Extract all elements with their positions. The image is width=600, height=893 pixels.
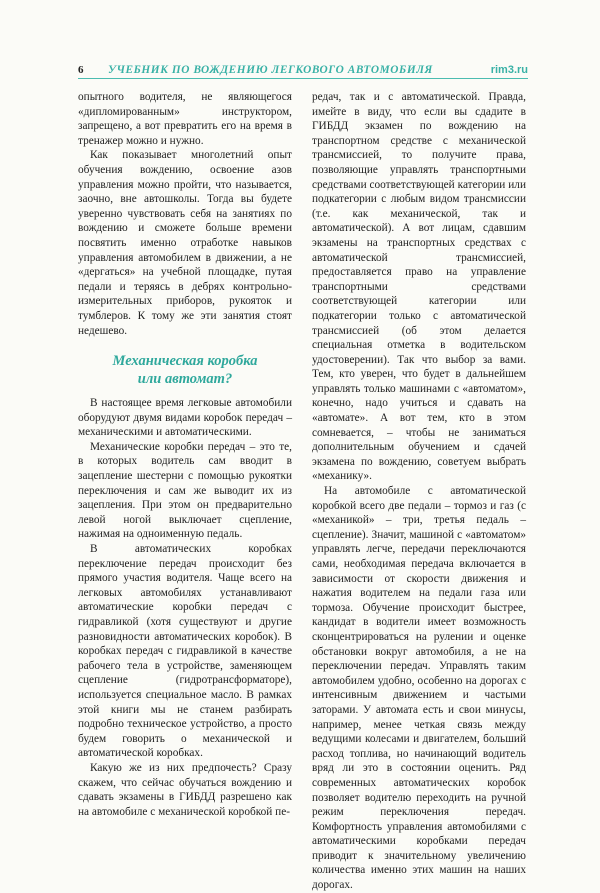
paragraph: редач, так и с автоматической. Правда, имейте в виду, что если вы сдадите в ГИБДД экзамен по вождению на транспортном средстве с механической трансмиссией, то получите права, позволяющие управлять транспортными средствами соответствующей категории или подкатегории с любым видом трансмиссии (т.е. как механической, так и автоматической). А вот лицам, сдавшим экзамены на транспортных средствах с автоматической трансмиссией, предоставляется право на управление транспортными средствами соответствующей категории или подкатегории только с автоматической трансмиссией (об этом делается специальная отметка в водительском удостоверении). Так что выбор за вами. Тем, кто уверен, что будет в дальнейшем управлять только машинами с «автоматом», конечно, надо учиться и сдавать на «автомате». А вот тем, кто в этом сомневается, – чтобы не заниматься дополнительным обучением и сдачей экзамена по вождению, советуем выбрать «механику». (312, 91, 526, 483)
paragraph: На автомобиле с автоматической коробкой всего две педали – тормоз и газ (с «механикой» – три, третья педаль – сцепление). Значит, машиной с «автоматом» управлять легче, передачи переключаются сами, необходимая передача включается в зависимости от скорости движения и нажатия водителем на педали газа или тормоза. Обучение происходит быстрее, кандидат в водители имеет возможность сконцентрироваться на рулении и оценке обстановки вокруг автомобиля, а не на переключении передач. Управлять таким автомобилем удобно, особенно на дорогах с интенсивным движением и частыми заторами. У автомата есть и свои минусы, например, менее четкая связь между ведущими колесами и двигателем, больший расход топлива, но начинающий водитель вряд ли это в состоянии оценить. Ряд современных автоматических коробок позволяет водителю переходить на ручной режим переключения передач. Комфортность управления автомобилями с автоматическими коробками передач приводит к значительному увеличению количества именно этих машин на наших дорогах. (312, 485, 526, 892)
paragraph: В настоящее время легковые автомобили оборудуют двумя видами коробок передач – механическими и автоматическими. (78, 397, 292, 439)
paragraph: В автоматических коробках переключение передач происходит без прямого участия водителя. Чаще всего на легковых автомобилях устанавливают автоматические коробки передач с гидравликой (хотя существуют и другие разновидности автоматических коробок). В коробках передач с гидравликой в качестве рабочего тела в устройстве, заменяющем сцепление (гидротрансформаторе), используется специальное масло. В рамках этой книги мы не станем разбирать подробно техническое устройство, а просто будем говорить о механической и автоматической коробках. (78, 543, 292, 760)
paragraph: Какую же из них предпочесть? Сразу скажем, что сейчас обучаться вождению и сдавать экзамены в ГИБДД разрешено как на автомобиле с механической коробкой пе- (78, 761, 292, 818)
running-header (78, 64, 528, 79)
left-column (78, 90, 292, 819)
section-title-line: или автомат? (137, 371, 233, 388)
page-number: 6 (78, 64, 84, 76)
running-title: УЧЕБНИК ПО ВОЖДЕНИЮ ЛЕГКОВОГО АВТОМОБИЛЯ (108, 64, 433, 76)
paragraph: опытного водителя, не являющегося «дипломированным» инструктором, запрещено, а вот превратить его на время в тренажер можно и нужно. (78, 91, 292, 147)
right-column (312, 90, 526, 893)
section-title-line: Механическая коробка (112, 353, 258, 370)
paragraph: Механические коробки передач – это те, в которых водитель сам вводит в зацепление шестерни с помощью рукоятки переключения и сам же выводит их из зацепления. При этом он предварительно левой ногой выключает сцепление, нажимая на одноименную педаль. (78, 440, 292, 541)
paragraph: Как показывает многолетний опыт обучения вождению, освоение азов управления можно пройти, что называется, заочно, вне автошколы. Тогда вы будете уверенно чувствовать себя на занятиях по вождению и сможете больше времени посвятить именно отработке навыков управления автомобилем в движении, а не «дергаться» на учебной площадке, путая педали и теряясь в дебрях контрольно-измерительных приборов, рукояток и тумблеров. К тому же эти занятия стоят недешево. (78, 149, 292, 337)
site-label: rim3.ru (490, 64, 528, 76)
section-title (78, 352, 292, 388)
